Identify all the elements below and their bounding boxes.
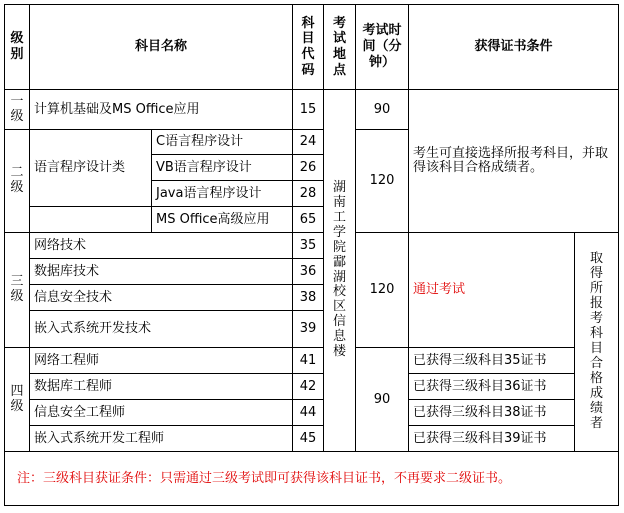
exam-duration: 90 xyxy=(356,348,409,452)
subject-code: 35 xyxy=(293,233,324,259)
exam-location: 湖南工学院酃湖校区信息楼 xyxy=(324,90,356,452)
cert-condition: 已获得三级科目35证书 xyxy=(409,348,575,374)
subject-code: 45 xyxy=(293,426,324,452)
level-label: 二级 xyxy=(5,130,30,233)
subject-name: MS Office高级应用 xyxy=(152,207,293,233)
subject-code: 38 xyxy=(293,285,324,311)
footnote: 注：三级科目获证条件：只需通过三级考试即可获得该科目证书，不再要求二级证书。 xyxy=(5,452,619,506)
exam-subjects-table xyxy=(4,4,619,506)
cert-condition: 已获得三级科目39证书 xyxy=(409,426,575,452)
side-condition: 取得所报考科目合格成绩者 xyxy=(575,233,619,452)
exam-duration: 90 xyxy=(356,90,409,130)
table-row xyxy=(5,90,619,130)
level-label: 四级 xyxy=(5,348,30,452)
subject-name: 数据库技术 xyxy=(30,259,293,285)
header-level: 级别 xyxy=(5,5,30,90)
table-row xyxy=(5,233,619,259)
subject-code: 15 xyxy=(293,90,324,130)
subject-code: 28 xyxy=(293,181,324,207)
subject-code: 65 xyxy=(293,207,324,233)
exam-duration: 120 xyxy=(356,233,409,348)
subject-name: 嵌入式系统开发工程师 xyxy=(30,426,293,452)
subject-code: 42 xyxy=(293,374,324,400)
header-row xyxy=(5,5,619,90)
subject-name: Java语言程序设计 xyxy=(152,181,293,207)
header-subject-code: 科目代码 xyxy=(293,5,324,90)
header-location: 考试地点 xyxy=(324,5,356,90)
subject-name: 嵌入式系统开发技术 xyxy=(30,311,293,348)
table-row xyxy=(5,374,619,400)
subject-group: 语言程序设计类 xyxy=(30,130,152,207)
condition-level1-2: 考生可直接选择所报考科目，并取得该科目合格成绩者。 xyxy=(409,90,619,233)
exam-duration: 120 xyxy=(356,130,409,233)
condition-level3: 通过考试 xyxy=(409,233,575,348)
table-row xyxy=(5,426,619,452)
subject-name: 计算机基础及MS Office应用 xyxy=(30,90,293,130)
subject-code: 26 xyxy=(293,155,324,181)
subject-name: VB语言程序设计 xyxy=(152,155,293,181)
level-label: 三级 xyxy=(5,233,30,348)
subject-code: 36 xyxy=(293,259,324,285)
subject-code: 44 xyxy=(293,400,324,426)
table-row xyxy=(5,348,619,374)
subject-code: 24 xyxy=(293,130,324,155)
subject-code: 39 xyxy=(293,311,324,348)
header-subject-name: 科目名称 xyxy=(30,5,293,90)
subject-name: 网络技术 xyxy=(30,233,293,259)
level-label: 一级 xyxy=(5,90,30,130)
subject-name: 数据库工程师 xyxy=(30,374,293,400)
subject-name: 网络工程师 xyxy=(30,348,293,374)
subject-name: 信息安全技术 xyxy=(30,285,293,311)
subject-name: C语言程序设计 xyxy=(152,130,293,155)
subject-name: 信息安全工程师 xyxy=(30,400,293,426)
header-condition: 获得证书条件 xyxy=(409,5,619,90)
note-row xyxy=(5,452,619,506)
cert-condition: 已获得三级科目38证书 xyxy=(409,400,575,426)
exam-table-container xyxy=(4,4,619,506)
cert-condition: 已获得三级科目36证书 xyxy=(409,374,575,400)
header-duration: 考试时间（分钟） xyxy=(356,5,409,90)
subject-code: 41 xyxy=(293,348,324,374)
table-row xyxy=(5,400,619,426)
empty-cell xyxy=(30,207,152,233)
